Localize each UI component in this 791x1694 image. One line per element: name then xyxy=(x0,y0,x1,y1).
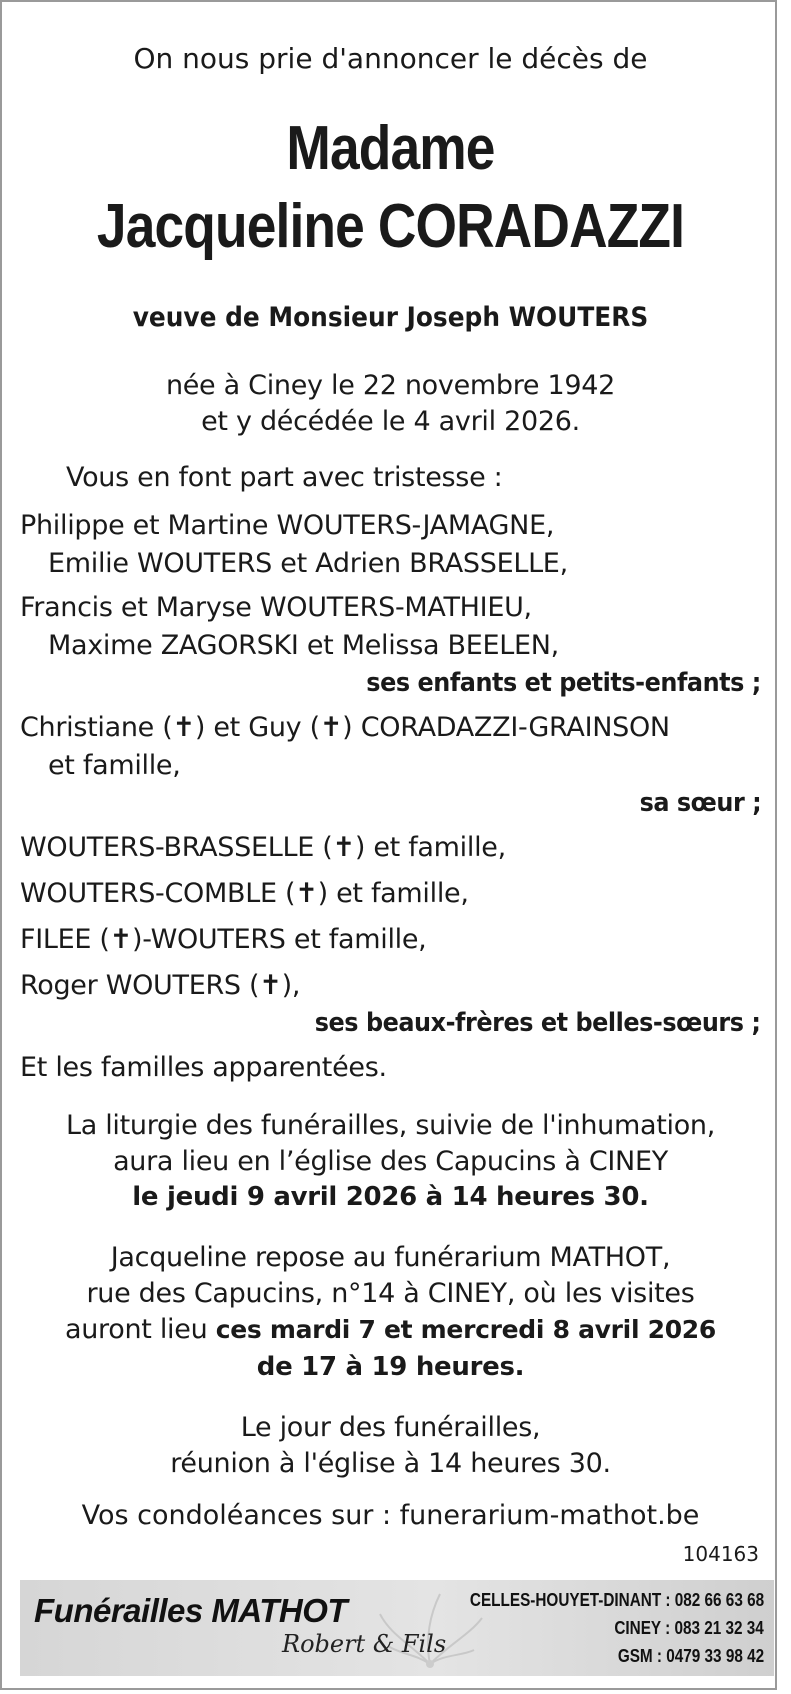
family-line: Emilie WOUTERS et Adrien BRASSELLE, xyxy=(48,548,568,579)
deceased-title: Madame xyxy=(286,114,495,183)
reference-number: 104163 xyxy=(682,1542,759,1566)
widow-of: veuve de Monsieur Joseph WOUTERS xyxy=(132,302,649,333)
death-line: et y décédée le 4 avril 2026. xyxy=(201,406,580,437)
family-line: Philippe et Martine WOUTERS-JAMAGNE, xyxy=(20,510,555,541)
funeral-day-line: réunion à l'église à 14 heures 30. xyxy=(170,1448,611,1479)
family-line: WOUTERS-BRASSELLE (✝) et famille, xyxy=(20,832,506,863)
funeral-home-name: Funérailles MATHOT xyxy=(34,1592,348,1629)
family-line: et famille, xyxy=(48,750,181,781)
intro-text: On nous prie d'annoncer le décès de xyxy=(133,42,648,75)
relation-in-laws: ses beaux-frères et belles-sœurs ; xyxy=(315,1008,761,1038)
family-line: Et les familles apparentées. xyxy=(20,1052,387,1083)
liturgy-line: La liturgie des funérailles, suivie de l'inhumation, xyxy=(65,1110,716,1141)
visits-dates: ces mardi 7 et mercredi 8 avril 2026 xyxy=(215,1315,716,1344)
family-line: Roger WOUTERS (✝), xyxy=(20,970,301,1001)
family-line: Maxime ZAGORSKI et Melissa BEELEN, xyxy=(48,630,559,661)
visits-line: rue des Capucins, n°14 à CINEY, où les visites xyxy=(86,1278,695,1309)
condolences-link[interactable]: Vos condoléances sur : funerarium-mathot.be xyxy=(81,1500,700,1531)
contact-line: CELLES-HOUYET-DINANT : 082 66 63 68 xyxy=(469,1590,764,1610)
visits-line xyxy=(2,1314,779,1345)
birth-line: née à Ciney le 22 novembre 1942 xyxy=(165,370,616,401)
contact-line: CINEY : 083 21 32 34 xyxy=(614,1618,764,1638)
funeral-home-banner xyxy=(20,1580,774,1676)
family-line: Christiane (✝) et Guy (✝) CORADAZZI-GRAINSON xyxy=(20,712,670,743)
visits-prefix: auront lieu xyxy=(64,1314,208,1345)
visits-hours: de 17 à 19 heures. xyxy=(256,1352,525,1382)
relation-sister: sa sœur ; xyxy=(639,788,761,818)
liturgy-line: aura lieu en l’église des Capucins à CINEY xyxy=(113,1146,668,1177)
contact-line: GSM : 0479 33 98 42 xyxy=(617,1646,764,1666)
family-line: Francis et Maryse WOUTERS-MATHIEU, xyxy=(20,592,532,623)
relation-children: ses enfants et petits-enfants ; xyxy=(366,668,761,698)
family-line: WOUTERS-COMBLE (✝) et famille, xyxy=(20,878,469,909)
visits-line: Jacqueline repose au funérarium MATHOT, xyxy=(110,1242,671,1273)
liturgy-date: le jeudi 9 avril 2026 à 14 heures 30. xyxy=(132,1182,649,1212)
funeral-day-line: Le jour des funérailles, xyxy=(240,1412,541,1443)
funeral-home-subtitle: Robert & Fils xyxy=(282,1630,447,1658)
family-line: FILEE (✝)-WOUTERS et famille, xyxy=(20,924,427,955)
family-intro: Vous en font part avec tristesse : xyxy=(66,462,503,493)
deceased-name: Jacqueline CORADAZZI xyxy=(96,192,685,261)
